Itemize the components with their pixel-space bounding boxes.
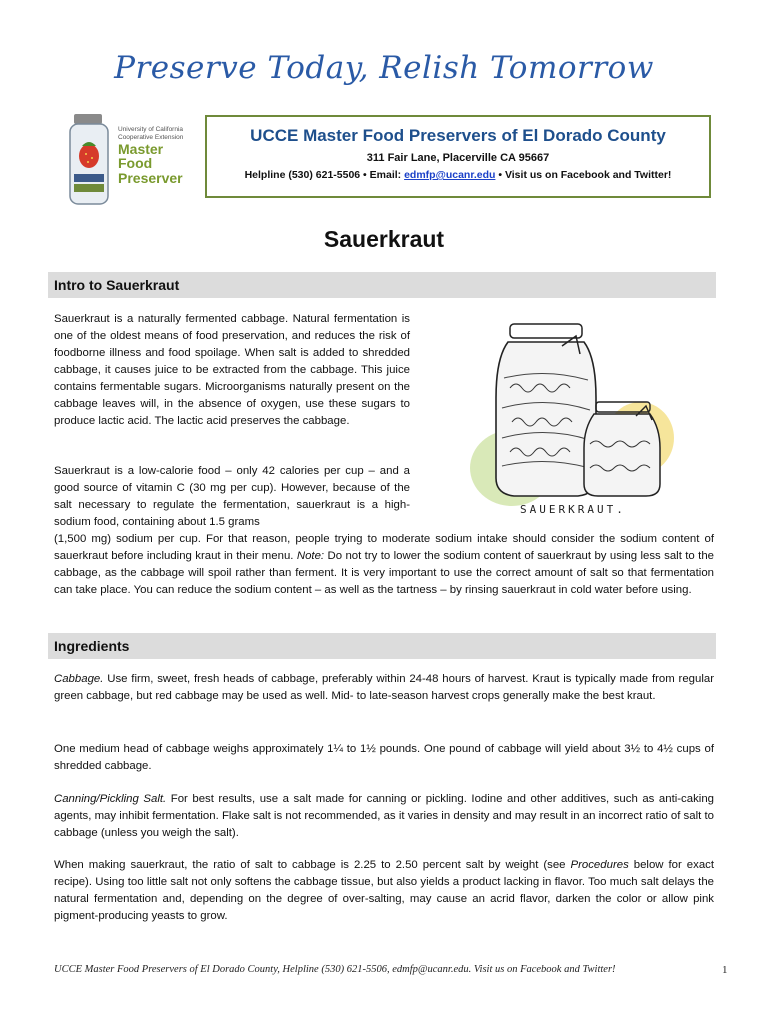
helpline-suffix: • Visit us on Facebook and Twitter! (498, 169, 672, 181)
intro-p2c-text: Do not try to lower the sodium content of sauerkraut by using less salt to the cabbage, as the cabbage will spoil rather than ferment. It is very important to use the correct amount of salt so that fermentation can take place. You can reduce the sodium content – as well as the tartness – by rinsing sauerkraut in cold water before using. (54, 550, 714, 596)
sauerkraut-illustration (450, 318, 712, 518)
section-heading-ingredients: Ingredients (48, 633, 716, 659)
logo-line5: Preserver (118, 169, 183, 186)
section-heading-intro: Intro to Sauerkraut (48, 272, 716, 298)
master-food-preserver-logo (66, 112, 190, 208)
page-title: Sauerkraut (323, 226, 445, 252)
ingredients-paragraph-3 (54, 791, 714, 842)
ratio-text-b: below for exact recipe). Using too little salt not only softens the cabbage tissue, but also yields a product lacking in flavor. Too much salt delays the natural fermentation and, depending on the degree of over-salting, may cause an acrid flavor, darken the color or allow pink pigment-producing yeasts to grow. (54, 859, 715, 922)
salt-text: For best results, use a salt made for canning or pickling. Iodine and other additives, such as anti-caking agents, may inhibit fermentation. Flake salt is not recommended, as it varies in density and may result in an incorrect ratio of salt to cabbage (unless you weigh the salt). (54, 793, 714, 839)
ingredients-paragraph-4 (54, 857, 714, 925)
ingredients-paragraph-1 (54, 671, 714, 705)
address: 311 Fair Lane, Placerville CA 95667 (366, 152, 550, 164)
logo-text (118, 126, 183, 186)
cabbage-label: Cabbage. (54, 673, 104, 685)
contact-box (205, 115, 711, 198)
intro-paragraph-1: Sauerkraut is a naturally fermented cabbage. Natural fermentation is one of the oldest means of food preservation, and reduces the risk of foodborne illness and food spoilage. When salt is added to shredded cabbage, it causes juice to be extracted from the cabbage. This juice contains fermentable sugars. Microorganisms naturally present on the cabbage leaves will, in the absence of oxygen, use these sugars to produce lactic acid. The lactic acid preserves the cabbage. (54, 313, 410, 427)
logo-line2: Cooperative Extension (118, 133, 184, 141)
intro-paragraph-2a: Sauerkraut is a low-calorie food – only 42 calories per cup – and a good source of vitamin C (30 mg per cup). However, because of the salt necessary to regulate the fermentation, sauerkraut is a high-sodium food, containing about 1.5 grams (54, 465, 410, 528)
illustration-caption: SAUERKRAUT. (520, 503, 626, 516)
logo-line4: Food (118, 155, 153, 172)
procedures-ref: Procedures (570, 859, 629, 871)
ingredients-paragraph-2: One medium head of cabbage weighs approximately 1¼ to 1½ pounds. One pound of cabbage will yield about 3½ to 4½ cups of shredded cabbage. (54, 743, 714, 772)
intro-paragraph-2b (54, 531, 714, 599)
email-link[interactable]: edmfp@ucanr.edu (404, 169, 496, 181)
jars-illustration-icon (450, 318, 712, 518)
salt-label: Canning/Pickling Salt. (54, 793, 167, 805)
note-label: Note: (296, 550, 325, 562)
helpline (207, 169, 709, 181)
org-name: UCCE Master Food Preservers of El Dorado County (250, 126, 666, 145)
cabbage-text: Use firm, sweet, fresh heads of cabbage, preferably within 24-48 hours of harvest. Kraut is typically made from regular green cabbage, but red cabbage may be used as well. Mid- to late-season harvest crops generally make the best kraut. (54, 673, 714, 702)
footer-text: UCCE Master Food Preservers of El Dorado County, Helpline (530) 621-5506, edmfp@ucanr.edu. Visit us on Facebook and Twitter! (54, 964, 616, 975)
tagline: Preserve Today, Relish Tomorrow (114, 50, 654, 86)
logo-line1: University of California (118, 126, 184, 133)
logo-line3: Master (118, 140, 164, 157)
helpline-prefix: Helpline (530) 621-5506 • Email: (244, 169, 402, 181)
intro-p2b-text: (1,500 mg) sodium per cup. For that reason, people trying to moderate sodium intake should consider the sodium content of sauerkraut before including kraut in their menu. (54, 533, 714, 562)
page-number: 1 (722, 964, 728, 976)
ratio-text-a: When making sauerkraut, the ratio of salt to cabbage is 2.25 to 2.50 percent salt by weight (see (54, 859, 566, 871)
